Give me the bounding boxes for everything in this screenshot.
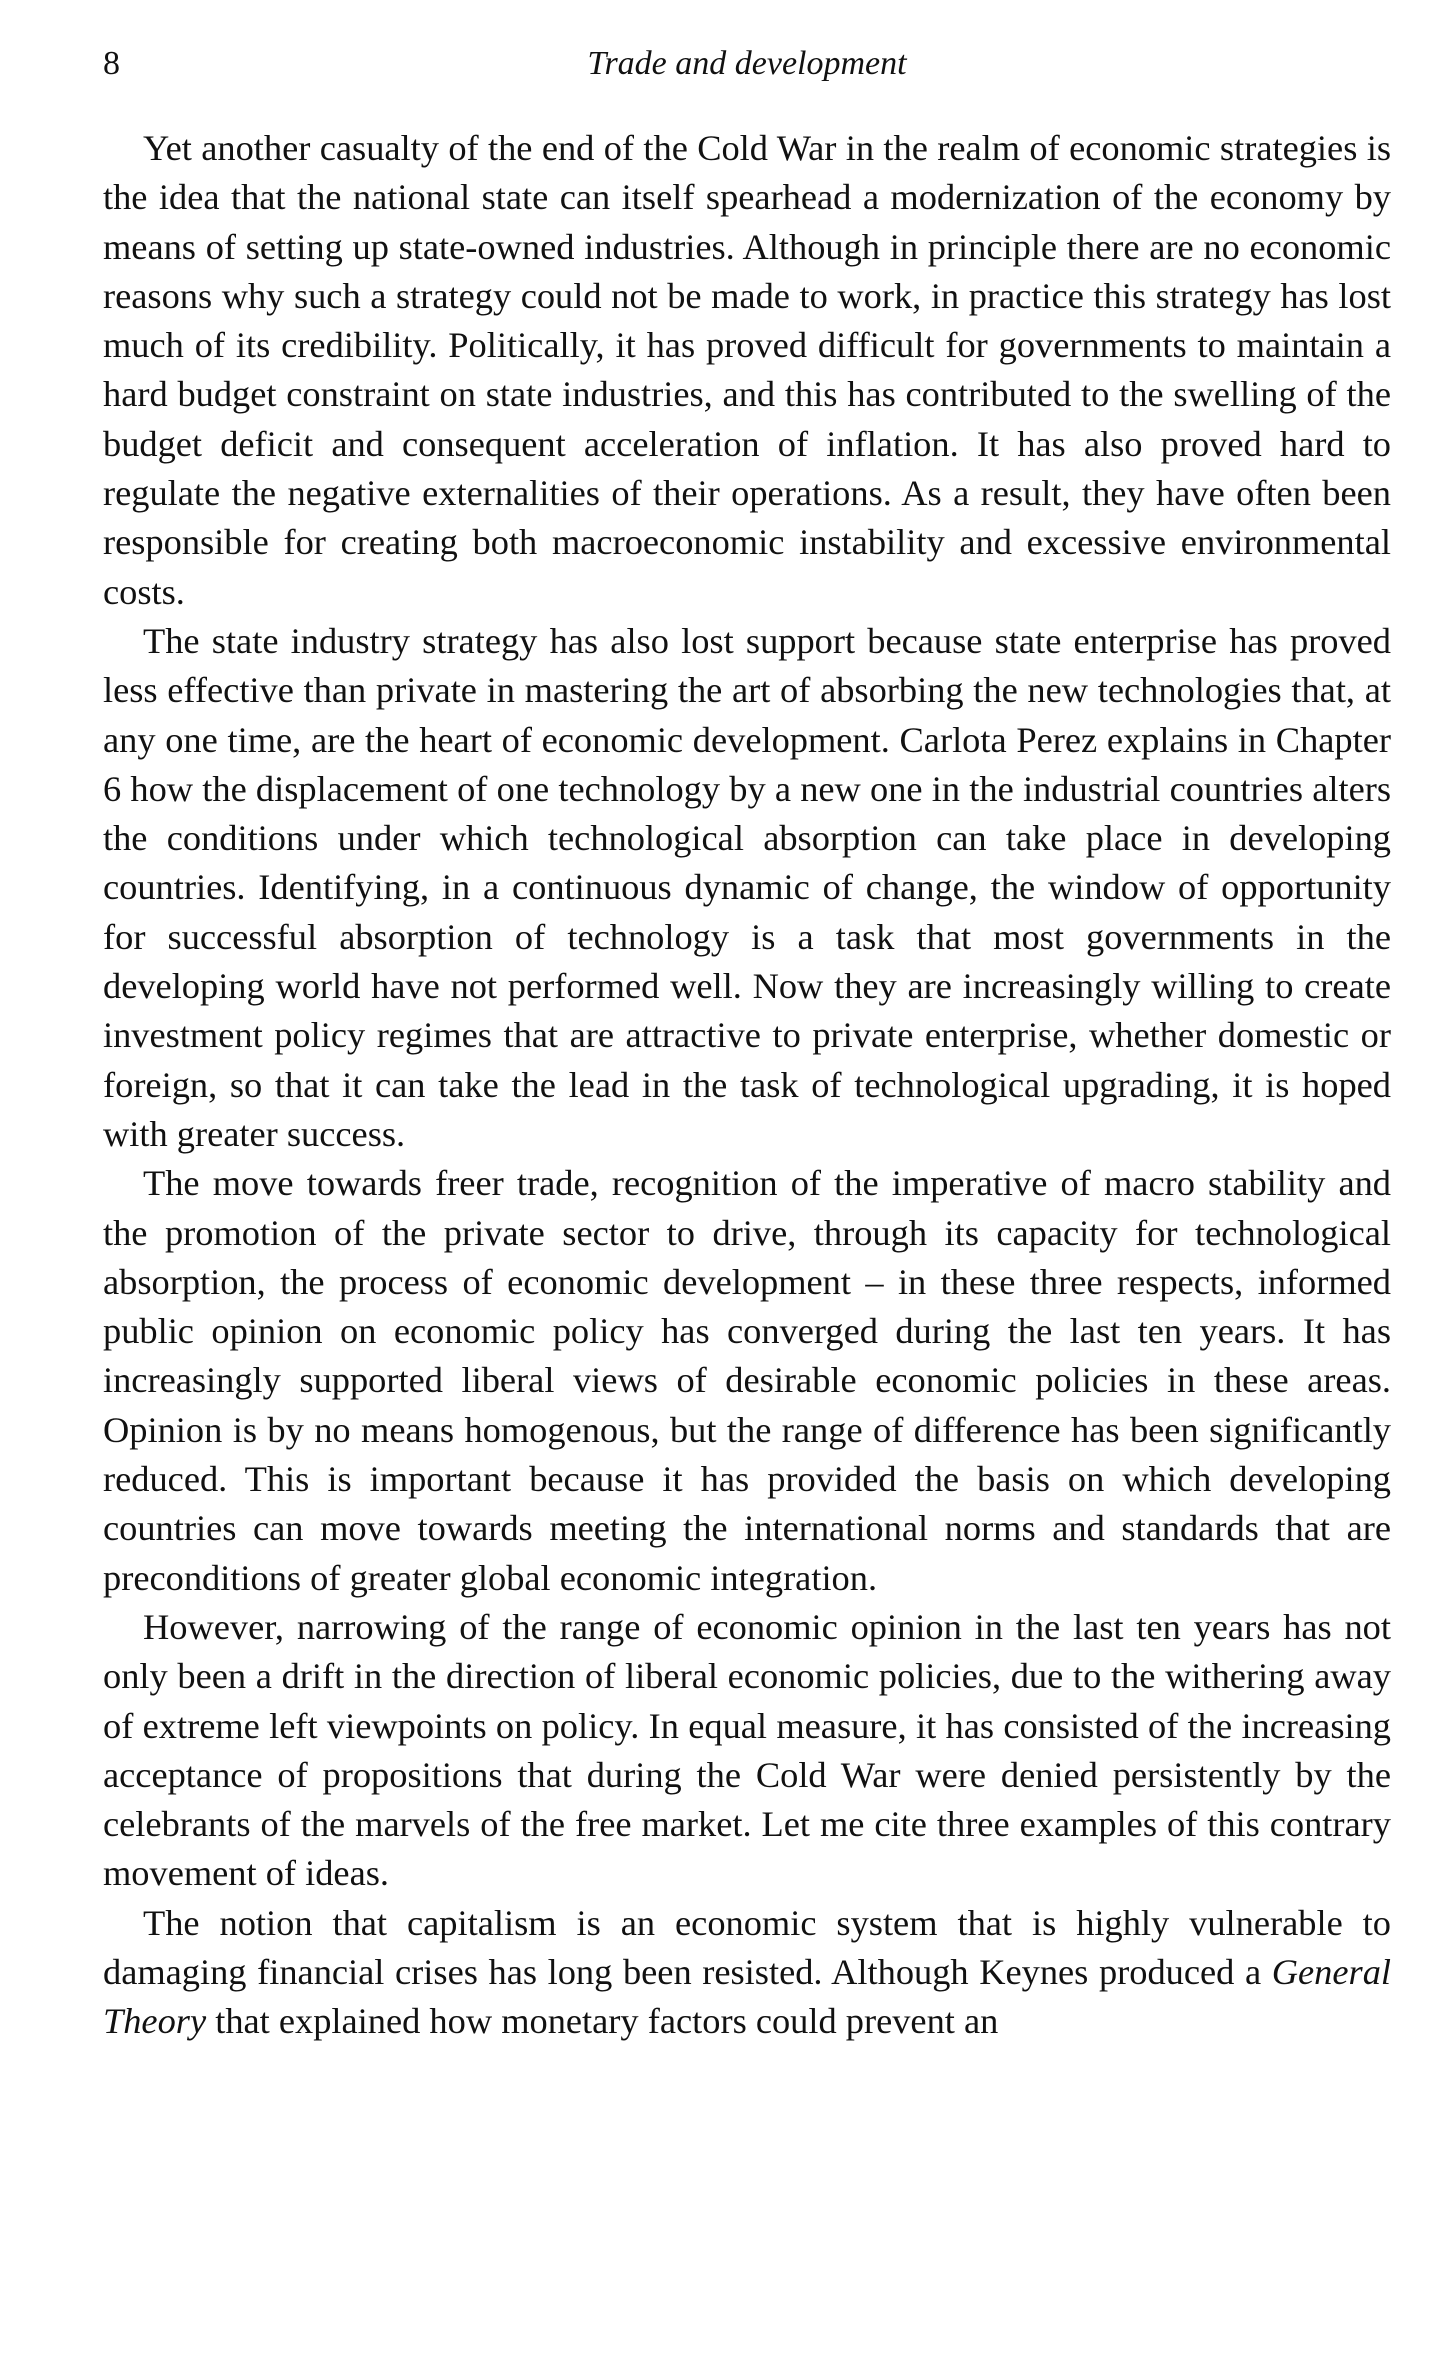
paragraph-5-text-after: that explained how monetary factors could prevent an: [206, 2001, 999, 2042]
paragraph-5-text-before: The notion that capitalism is an economic system that is highly vulnerable to damaging financial crises has long been resisted. Although Keynes produced a: [103, 1902, 1391, 1992]
page-number: 8: [103, 45, 120, 82]
body-text: [103, 124, 1391, 2047]
paragraph-4: However, narrowing of the range of economic opinion in the last ten years has not only been a drift in the direction of liberal economic policies, due to the withering away of extreme left viewpoints on policy. In equal measure, it has consisted of the increasing acceptance of propositions that during the Cold War were denied persistently by the celebrants of the marvels of the free market. Let me cite three examples of this contrary movement of ideas.: [103, 1606, 1391, 1894]
page-header: [103, 40, 1391, 90]
paragraph-5: [103, 1899, 1391, 2047]
running-title: Trade and development: [587, 45, 907, 82]
paragraph-3: The move towards freer trade, recognition of the imperative of macro stability and the promotion of the private sector to drive, through its capacity for technological absorption, the process of economic development – in these three respects, informed public opinion on economic policy has converged during the last ten years. It has increasingly supported liberal views of desirable economic policies in these areas. Opinion is by no means homogenous, but the range of difference has been significantly reduced. This is important because it has provided the basis on which developing countries can move towards meeting the international norms and standards that are preconditions of greater global economic integration.: [103, 1163, 1391, 1598]
paragraph-1: Yet another casualty of the end of the Cold War in the realm of economic strategies is the idea that the national state can itself spearhead a modernization of the economy by means of setting up state-owned industries. Although in principle there are no economic reasons why such a strategy could not be made to work, in practice this strategy has lost much of its credibility. Politically, it has proved difficult for governments to maintain a hard budget constraint on state industries, and this has contributed to the swelling of the budget deficit and consequent acceleration of inflation. It has also proved hard to regulate the negative externalities of their operations. As a result, they have often been responsible for creating both macroeconomic instability and excessive environmental costs.: [103, 128, 1391, 612]
book-title-emphasis: General Theory: [103, 1951, 1391, 2042]
paragraph-2: The state industry strategy has also lost support because state enterprise has proved less effective than private in mastering the art of absorbing the new technologies that, at any one time, are the heart of economic development. Carlota Perez explains in Chapter 6 how the displacement of one technology by a new one in the industrial countries alters the conditions under which technological absorption can take place in developing countries. Identifying, in a continuous dynamic of change, the window of opportunity for successful absorption of technology is a task that most governments in the developing world have not performed well. Now they are increasingly willing to create investment policy regimes that are attractive to private enterprise, whether domestic or foreign, so that it can take the lead in the task of technological upgrading, it is hoped with greater success.: [103, 620, 1391, 1154]
